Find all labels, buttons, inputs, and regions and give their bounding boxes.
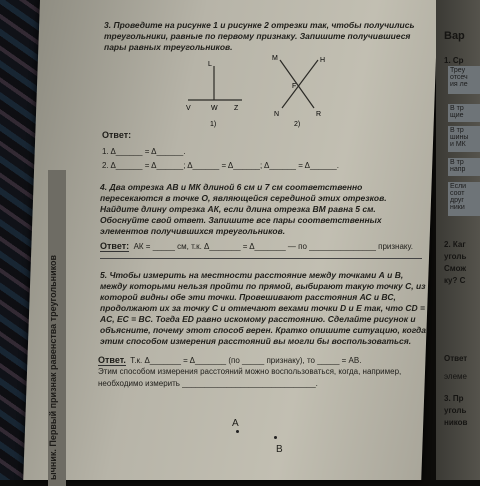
task-4-answer-label: Ответ: [100,241,130,251]
task-4-blank-line[interactable] [100,258,422,259]
right-page-item: и МК [450,141,466,148]
right-page-box [448,182,480,216]
right-page-item: В тр [450,127,464,134]
task-5-method-line[interactable]: Этим способом измерения расстояний можно воспользоваться, когда, например, необходимо измерить ______________________________. [98,367,402,388]
label-r: R [316,111,322,118]
right-page-header: Вар [444,30,465,42]
right-page-item: напр [450,166,466,173]
task-4-text: 4. Два отрезка АВ и МК длиной 6 см и 7 см соответственно пересекаются в точке О, являющейся серединой этих отрезков. Найдите длину отрезка АК, если длина отрезка ВМ равна 5 см. Обоснуйте свой ответ. Запишите все пары соответственных элементов получившихся треугольников. [100,182,387,236]
right-page-item: ники [450,204,465,211]
segment-hn [282,60,318,108]
right-page-item: В тр [450,105,464,112]
point-a-label: A [232,418,239,429]
right-page-item: отсеч [450,74,468,81]
label-f: F [292,83,297,90]
right-page-box [448,158,480,176]
label-v: V [186,105,191,112]
right-page-item: Если [450,183,467,190]
label-m: M [272,55,278,62]
right-page-item: 2. Каг [444,240,466,249]
right-page-item: В тр [450,159,464,166]
right-page-item: Треу [450,67,466,74]
figure-2-caption: 2) [294,121,301,128]
task-4-answer [100,236,422,254]
right-page-box [448,104,480,122]
task-3-answer-label: Ответ: [102,130,132,140]
right-page-item: щие [450,112,464,119]
right-page-item: элеме [444,372,467,381]
task-4-answer-line[interactable]: АК = _____ см, т.к. Δ_______ = Δ_______ — по _______________ признаку. [133,242,413,251]
task-5-text: 5. Чтобы измерить на местности расстояние между точками А и В, между которыми нельзя пройти по прямой, выбирают такую точку С, из которой видны обе эти точки. Провешивают расстояния АС и ВС, продолжают их за точку С и отмечают вехами точки D и Е так, что CD = AC, EC = BC. Тогда ED равно искомому расстоянию. Сделайте рисунок и объясните, почему этот способ верен. Кратко опишите ситуацию, когда этим способом измерения расстояний вы могли бы воспользоваться. [100,270,426,346]
right-page-item: соот [450,190,465,197]
segment-mr [280,60,314,108]
label-z: Z [234,105,239,112]
right-page-box [448,126,480,152]
label-h: H [320,57,326,64]
task-3-text: 3. Проведите на рисунке 1 и рисунке 2 отрезки так, чтобы получились треугольники, равные по первому признаку. Запишите получившиеся пары равных треугольников. [104,20,415,52]
spine-title: ычник. Первый признак равенства треугольников [48,170,66,486]
right-page-item: Смож [444,264,467,273]
figure-1-caption: 1) [210,121,217,128]
right-page-item: уголь [444,252,467,261]
point-b [274,436,277,439]
right-page-item: 3. Пр [444,394,464,403]
right-page-item: Ответ [444,354,468,363]
task-5-answer-line[interactable]: Т.к. Δ_______ = Δ_______ (по _____ признаку), то _____ = АВ. [130,356,362,365]
right-page-item: шины [450,134,469,141]
right-page-item: 1. Ср [444,56,464,65]
right-page-item: друг [450,197,464,204]
right-page-item: ников [444,418,468,427]
task-3-answer-line-1[interactable]: 1. Δ______ = Δ______. [102,147,186,156]
right-page-item: ия ле [450,81,468,88]
right-page-box [448,66,480,94]
task-5-answer-label: Ответ. [98,355,126,365]
point-b-label: B [276,444,283,455]
point-a [236,430,239,433]
label-n: N [274,111,280,118]
label-l: L [208,61,212,68]
right-page-item: ку? С [444,276,466,285]
task-3-figures [176,54,346,132]
right-page-item: уголь [444,406,467,415]
label-w: W [211,105,218,112]
task-3-answer-line-2[interactable]: 2. Δ______ = Δ______; Δ______ = Δ______; Δ______ = Δ______. [102,161,339,170]
